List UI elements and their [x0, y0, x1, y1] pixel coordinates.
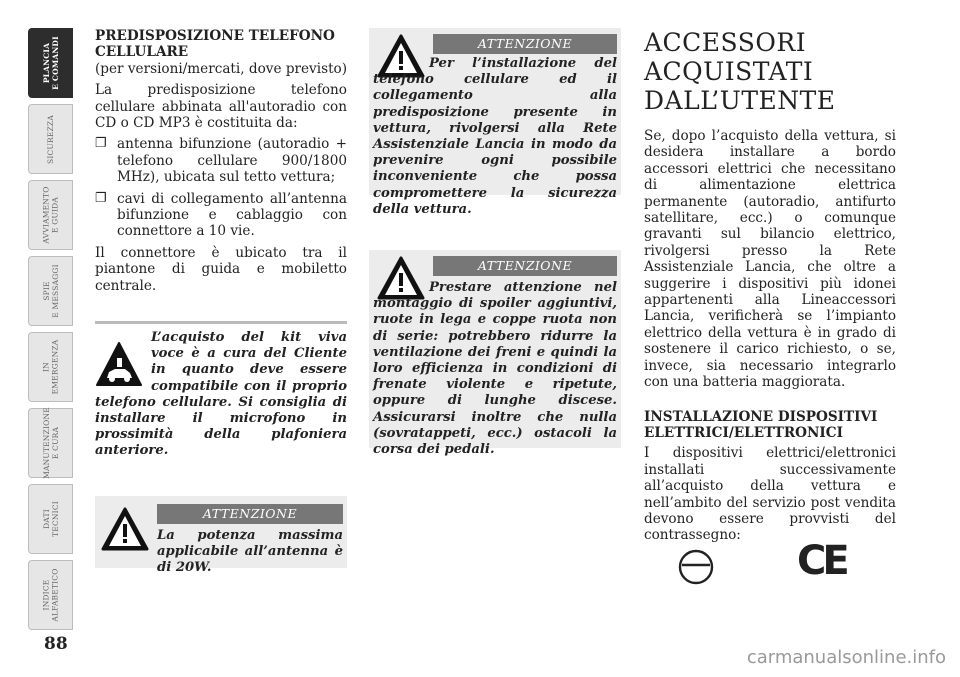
warning-label: ATTENZIONE [157, 504, 343, 524]
warning-label: ATTENZIONE [433, 34, 617, 54]
tab-label: AVVIAMENTO E GUIDA [41, 186, 60, 244]
warning-text: Per l’installazione del telefono cellulare ed il collegamento alla predisposizione presente in vettura, rivolgersi alla Rete Assistenziale Lancia in modo da prevenire ogni possibile inconveniente che possa compromettere la sicurezza della vettura. [373, 56, 617, 217]
tab-avviamento-e-guida[interactable] [28, 180, 73, 250]
tab-label: IN EMERGENZA [41, 339, 60, 395]
kit-note [95, 326, 347, 460]
tab-dati-tecnici[interactable] [28, 484, 73, 554]
car-phone-icon [95, 340, 143, 388]
tab-label: DATI TECNICI [41, 501, 60, 537]
installation-paragraph: I dispositivi elettrici/elettronici installati successivamente all’acquisto della vettura e nell’ambito del servizio post vendita devono essere provvisti del contrassegno: [644, 445, 896, 544]
spoiler-warning-box [369, 250, 621, 458]
power-warning-box [95, 496, 347, 576]
page-title [644, 28, 904, 115]
e-mark-icon [676, 545, 716, 589]
title-line: ACCESSORI [644, 28, 807, 57]
section-heading-line2: CELLULARE [95, 44, 189, 61]
tab-plancia-e-comandi[interactable] [28, 28, 73, 98]
warning-text: La potenza massima applicabile all’antenna è di 20W. [157, 528, 343, 576]
title-line: DALL’UTENTE [644, 86, 836, 115]
section-tabs [28, 28, 73, 633]
page-number: 88 [44, 634, 68, 654]
connector-paragraph: Il connettore è ubicato tra il piantone di guida e mobiletto centrale. [95, 244, 347, 294]
warning-label: ATTENZIONE [433, 256, 617, 276]
section-heading-line1: INSTALLAZIONE DISPOSITIVI [644, 408, 878, 425]
warning-icon [101, 506, 149, 552]
installation-warning-box [369, 28, 621, 217]
column-1 [95, 28, 347, 294]
tab-label: INDICE ALFABETICO [41, 568, 60, 622]
intro-paragraph: La predisposizione telefono cellulare abbinata all'autoradio con CD o CD MP3 è costituita da: [95, 82, 347, 132]
tab-label: MANUTENZIONE E CURA [41, 407, 60, 479]
checkbox-bullet-icon: ❐ [95, 136, 107, 152]
column-3 [644, 128, 896, 544]
list-item-text: antenna bifunzione (autoradio + telefono cellulare 900/1800 MHz), ubicata sul tetto vettura; [117, 136, 347, 186]
list-item [95, 191, 347, 240]
tab-spie-e-messaggi[interactable] [28, 256, 73, 326]
tab-indice-alfabetico[interactable] [28, 560, 73, 630]
ce-mark: CE [797, 538, 846, 584]
section-subheading: (per versioni/mercati, dove previsto) [95, 60, 348, 77]
accessories-paragraph: Se, dopo l’acquisto della vettura, si desidera installare a bordo accessori elettrici che necessitano di alimentazione elettrica permanente (autoradio, antifurto satellitare, ecc.) o comunque gravanti sul bilancio elettrico, rivolgersi presso la Rete Assistenziale Lancia, che oltre a suggerire i dispositivi più idonei appartenenti alla Lineaccessori Lancia, verificherà se l’impianto elettrico della vettura è in grado di sostenere il carico richiesto, o se, invece, sia necessario integrarlo con una batteria maggiorata. [644, 128, 896, 391]
section-heading-line1: PREDISPOSIZIONE TELEFONO [95, 28, 335, 44]
list-item [95, 136, 347, 185]
title-line: ACQUISTATI [644, 57, 814, 86]
section-heading-line2: ELETTRICI/ELETTRONICI [644, 424, 843, 441]
watermark: carmanualsonline.info [746, 647, 946, 668]
divider [95, 321, 347, 324]
tab-in-emergenza[interactable] [28, 332, 73, 402]
tab-manutenzione-e-cura[interactable] [28, 408, 73, 478]
tab-sicurezza[interactable] [28, 104, 73, 174]
tab-label: SPIE E MESSAGGI [41, 264, 60, 318]
kit-note-text: L’acquisto del kit viva voce è a cura del Cliente in quanto deve essere compatibile con il proprio telefono cellulare. Si consiglia di installare il microfono in prossimità della plafoniera anteriore. [95, 330, 347, 459]
tab-label: PLANCIA E COMANDI [41, 36, 60, 90]
warning-text: Prestare attenzione nel montaggio di spoiler aggiuntivi, ruote in lega e coppe ruota non di serie: potrebbero ridurre la ventilazione dei freni e quindi la loro efficienza in condizioni di frenate violente e ripetute, oppure di lunghe discese. Assicurarsi inoltre che nulla (sovratappeti, ecc.) ostacoli la corsa dei pedali. [373, 280, 617, 458]
list-item-text: cavi di collegamento all’antenna bifunzione e cablaggio con connettore a 10 vie. [117, 190, 347, 240]
tab-label: SICUREZZA [46, 114, 56, 164]
checkbox-bullet-icon: ❐ [95, 190, 107, 206]
